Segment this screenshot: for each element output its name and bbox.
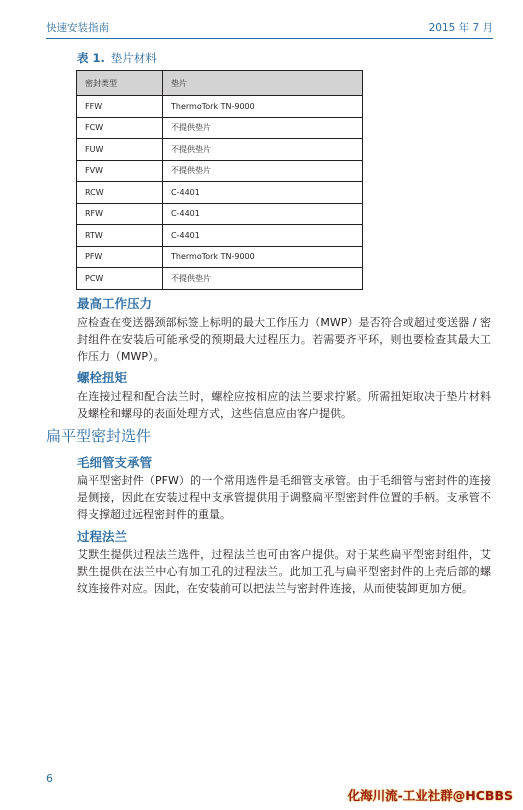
cell-gasket: 不提供垫片: [163, 268, 363, 290]
gasket-material-table: [76, 70, 363, 290]
paragraph-bolt-torque: 在连接过程和配合法兰时，螺栓应按相应的法兰要求拧紧。所需扭矩取决于垫片材料及螺栓和螺母的表面处理方式，这些信息应由客户提供。: [77, 390, 491, 420]
cell-seal-type: FCW: [77, 117, 163, 139]
table-row: [77, 182, 363, 204]
table-row: [77, 117, 363, 139]
cell-seal-type: PCW: [77, 268, 163, 290]
cell-seal-type: FFW: [77, 96, 163, 118]
heading-process-flange: 过程法兰: [77, 529, 128, 544]
header-guide-title: 快速安装指南: [46, 22, 109, 34]
cell-seal-type: PFW: [77, 246, 163, 268]
cell-gasket: ThermoTork TN-9000: [163, 246, 363, 268]
watermark-text: 化海川流-工业社群@HCBBS: [347, 788, 513, 803]
table-row: [77, 139, 363, 161]
paragraph-process-flange: 艾默生提供过程法兰选件，过程法兰也可由客户提供。对于某些扁平型密封组件，艾默生提供在法兰中心有加工孔的过程法兰。此加工孔与扁平型密封件的上壳后部的螺纹连接件对应。因此，在安装前可以把法兰与密封件连接，从而使装卸更加方便。: [77, 548, 491, 595]
table-row: [77, 246, 363, 268]
table-row: [77, 268, 363, 290]
cell-gasket: C-4401: [163, 182, 363, 204]
cell-seal-type: FUW: [77, 139, 163, 161]
cell-seal-type: RTW: [77, 225, 163, 247]
table-caption-title: 垫片材料: [110, 51, 157, 65]
table-row: [77, 160, 363, 182]
column-header-gasket: 垫片: [163, 71, 363, 96]
cell-gasket: 不提供垫片: [163, 139, 363, 161]
header-divider: [46, 38, 493, 39]
paragraph-max-working-pressure: 应检查在变送器颈部标签上标明的最大工作压力（MWP）是否符合或超过变送器 / 密封组件在安装后可能承受的预期最大过程压力。若需要齐平环，则也要检查其最大工作压力（MWP）。: [77, 316, 491, 363]
page-number: 6: [46, 772, 53, 785]
header-date: 2015 年 7 月: [428, 22, 493, 34]
cell-seal-type: RFW: [77, 203, 163, 225]
table-row: [77, 203, 363, 225]
cell-seal-type: FVW: [77, 160, 163, 182]
cell-gasket: ThermoTork TN-9000: [163, 96, 363, 118]
table-row: [77, 225, 363, 247]
heading-flat-seal-options: 扁平型密封选件: [46, 427, 152, 445]
cell-gasket: C-4401: [163, 225, 363, 247]
table-header-row: [77, 71, 363, 96]
column-header-seal-type: 密封类型: [77, 71, 163, 96]
heading-capillary-support-tube: 毛细管支承管: [77, 455, 153, 470]
cell-gasket: C-4401: [163, 203, 363, 225]
paragraph-capillary-support-tube: 扁平型密封件（PFW）的一个常用选件是毛细管支承管。由于毛细管与密封件的连接是侧接，因此在安装过程中支承管提供用于调整扁平型密封件位置的手柄。支承管不得支撑超过远程密封件的重量。: [77, 474, 491, 521]
cell-seal-type: RCW: [77, 182, 163, 204]
table-caption-number: 表 1.: [77, 51, 105, 65]
heading-max-working-pressure: 最高工作压力: [77, 296, 153, 311]
running-header: [46, 20, 493, 38]
table-caption: [77, 50, 157, 66]
table-row: [77, 96, 363, 118]
heading-bolt-torque: 螺栓扭矩: [77, 370, 128, 385]
cell-gasket: 不提供垫片: [163, 160, 363, 182]
cell-gasket: 不提供垫片: [163, 117, 363, 139]
